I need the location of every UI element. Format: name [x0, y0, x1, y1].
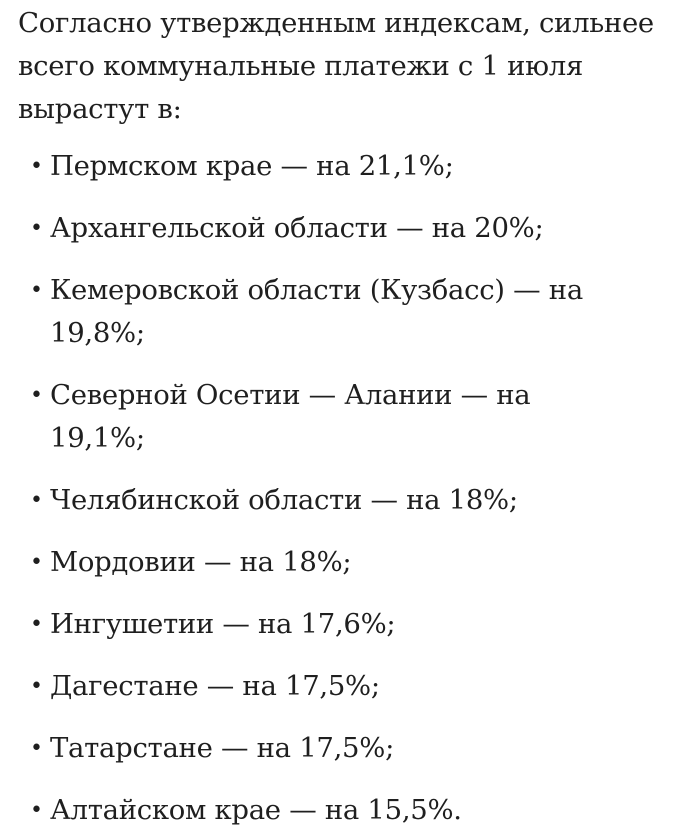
- bullet-icon: •: [30, 550, 43, 575]
- bullet-icon: •: [30, 278, 43, 303]
- bullet-icon: •: [30, 383, 43, 408]
- list-item: [18, 374, 610, 460]
- list-item-text: Алтайском крае — на 15,5%.: [50, 794, 462, 826]
- list-item-text: Кемеровской области (Кузбасс) — на 19,8%;: [50, 274, 583, 349]
- bullet-icon: •: [30, 612, 43, 637]
- intro-paragraph: Согласно утвержденным индексам, сильнее всего коммунальные платежи с 1 июля вырастут в:: [18, 7, 654, 125]
- region-list: [18, 145, 674, 832]
- list-item: [18, 479, 610, 522]
- bullet-icon: •: [30, 488, 43, 513]
- bullet-icon: •: [30, 674, 43, 699]
- list-item-text: Архангельской области — на 20%;: [50, 212, 544, 244]
- list-item: [18, 665, 610, 708]
- bullet-icon: •: [30, 798, 43, 823]
- list-item: [18, 789, 610, 832]
- bullet-icon: •: [30, 216, 43, 241]
- list-item-text: Северной Осетии — Алании — на 19,1%;: [50, 379, 531, 454]
- list-item-text: Мордовии — на 18%;: [50, 546, 352, 578]
- list-item: [18, 603, 610, 646]
- list-item-text: Пермском крае — на 21,1%;: [50, 150, 454, 182]
- list-item-text: Челябинской области — на 18%;: [50, 484, 518, 516]
- list-item: [18, 269, 610, 355]
- bullet-icon: •: [30, 736, 43, 761]
- list-item-text: Ингушетии — на 17,6%;: [50, 608, 396, 640]
- list-item-text: Татарстане — на 17,5%;: [50, 732, 395, 764]
- list-item: [18, 727, 610, 770]
- list-item: [18, 145, 610, 188]
- list-item: [18, 207, 610, 250]
- list-item: [18, 541, 610, 584]
- bullet-icon: •: [30, 154, 43, 179]
- list-item-text: Дагестане — на 17,5%;: [50, 670, 380, 702]
